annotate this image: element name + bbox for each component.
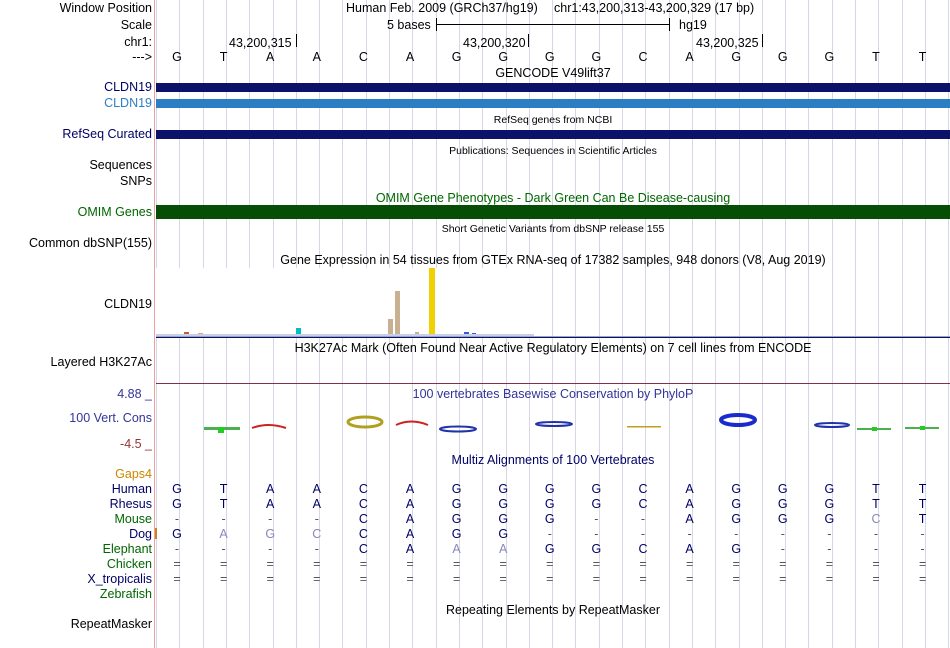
alignment-base: = [313, 557, 321, 571]
cldn19-track-label-2[interactable]: CLDN19 [104, 96, 152, 110]
alignment-base: C [358, 512, 368, 526]
alignment-base: - [920, 542, 925, 556]
alignment-base: = [313, 572, 321, 586]
base-letter: G [172, 50, 182, 64]
snps-label[interactable]: SNPs [120, 174, 152, 188]
cldn19-track-label-1[interactable]: CLDN19 [104, 80, 152, 94]
alignment-base: = [359, 572, 368, 586]
alignment-base: G [498, 497, 509, 511]
alignment-base: C [358, 482, 368, 496]
alignment-base: - [314, 512, 319, 526]
alignment-base: A [405, 482, 415, 496]
alignment-base: G [591, 497, 602, 511]
multiz-title: Multiz Alignments of 100 Vertebrates [451, 453, 655, 467]
alignment-base: G [172, 527, 182, 541]
alignment-base: A [405, 542, 415, 556]
coord-43200325: 43,200,325 [696, 36, 759, 50]
base-letter: G [498, 50, 509, 64]
base-letter: A [312, 50, 321, 64]
base-letter: T [918, 50, 927, 64]
alignment-base: A [685, 512, 694, 526]
base-letter: G [824, 50, 835, 64]
h3k27ac-track-label[interactable]: Layered H3K27Ac [50, 355, 152, 369]
alignment-base: G [824, 497, 835, 511]
base-letter: T [872, 50, 880, 64]
alignment-base: G [498, 512, 509, 526]
alignment-base: - [827, 542, 832, 556]
gtex-title: Gene Expression in 54 tissues from GTEx RNA-seq of 17382 samples, 948 donors (V8, Aug 2019) [280, 253, 826, 267]
alignment-base: - [594, 512, 599, 526]
sequences-label[interactable]: Sequences [89, 158, 152, 172]
alignment-base: A [405, 527, 415, 541]
position-readout: chr1:43,200,313-43,200,329 (17 bp) [554, 1, 755, 15]
h3k27ac-title: H3K27Ac Mark (Often Found Near Active Regulatory Elements) on 7 cell lines from ENCODE [294, 341, 812, 355]
dbsnp-track-label[interactable]: Common dbSNP(155) [29, 236, 152, 250]
cons-min-label: -4.5 _ [120, 437, 152, 451]
alignment-base: G [777, 512, 788, 526]
alignment-base: C [638, 542, 648, 556]
base-letter: G [451, 50, 462, 64]
repeatmasker-title: Repeating Elements by RepeatMasker [445, 603, 660, 617]
alignment-base: = [825, 572, 834, 586]
coord-tick-3 [762, 34, 763, 47]
species-label-zebrafish[interactable]: Zebrafish [99, 587, 152, 601]
alignment-base: A [405, 512, 415, 526]
alignment-base: = [732, 557, 740, 571]
alignment-base: = [872, 572, 880, 586]
base-letter: C [638, 50, 648, 64]
alignment-base: - [780, 527, 785, 541]
alignment-base: = [732, 572, 740, 586]
strand-label: ---> [132, 50, 152, 64]
phylop-mark-a1 [252, 425, 286, 428]
alignment-base: - [640, 512, 646, 526]
alignment-base: G [591, 482, 602, 496]
alignment-base: G [451, 482, 462, 496]
base-letter: G [731, 50, 742, 64]
alignment-base: G [731, 482, 742, 496]
alignment-base: - [314, 542, 319, 556]
phylop-logo[interactable] [156, 405, 950, 439]
window-position-label: Window Position [59, 1, 152, 15]
scale-text: 5 bases [387, 18, 431, 32]
alignment-base: - [174, 542, 180, 556]
coord-tick-2 [528, 34, 529, 47]
grid-line [948, 0, 949, 648]
alignment-base: = [918, 557, 927, 571]
alignment-base: G [451, 497, 462, 511]
cons-max-label: 4.88 _ [117, 387, 152, 401]
alignment-base: C [638, 482, 648, 496]
alignment-base: - [268, 512, 273, 526]
alignment-base: T [872, 497, 880, 511]
alignment-base: A [312, 497, 321, 511]
alignment-base: G [544, 497, 555, 511]
alignment-base: = [685, 572, 694, 586]
alignment-base: G [777, 482, 788, 496]
species-label-elephant[interactable]: Elephant [102, 542, 152, 556]
alignment-base: C [871, 512, 881, 526]
alignment-base: T [918, 497, 927, 511]
alignment-base: = [872, 557, 880, 571]
h3k27ac-baseline [156, 383, 950, 384]
alignment-base: = [546, 557, 554, 571]
alignment-base: G [172, 497, 182, 511]
alignment-base: G [544, 512, 555, 526]
alignment-base: G [731, 542, 742, 556]
alignment-base: C [358, 542, 368, 556]
alignment-base: - [734, 527, 739, 541]
dbsnp-title: Short Genetic Variants from dbSNP release 155 [441, 223, 665, 235]
alignment-base: - [687, 527, 692, 541]
alignment-base: = [499, 572, 507, 586]
coord-tick-1 [296, 34, 297, 47]
species-label-x_tropicalis[interactable]: X_tropicalis [87, 572, 152, 586]
alignment-base: = [918, 572, 927, 586]
alignment-base: - [547, 527, 552, 541]
base-letter: G [591, 50, 602, 64]
scale-bar-left-tick [436, 18, 437, 31]
alignment-base: T [219, 482, 228, 496]
alignment-base: - [174, 512, 180, 526]
alignment-base: C [638, 497, 648, 511]
alignment-base: G [731, 497, 742, 511]
alignment-base: C [358, 527, 368, 541]
base-letter: A [266, 50, 275, 64]
alignment-base: - [920, 527, 925, 541]
phylop-mark-g3 [721, 415, 755, 425]
alignment-base: A [685, 542, 694, 556]
omim-title: OMIM Gene Phenotypes - Dark Green Can Be Disease-causing [375, 191, 731, 205]
refseq-track-label[interactable]: RefSeq Curated [62, 127, 152, 141]
alignment-base: A [685, 497, 694, 511]
alignment-base: = [452, 572, 461, 586]
alignment-base: = [639, 557, 647, 571]
alignment-base: = [219, 557, 228, 571]
alignment-base: = [406, 572, 414, 586]
refseq-title: RefSeq genes from NCBI [493, 114, 613, 126]
alignment-base: - [221, 512, 226, 526]
gtex-baseline-dark [156, 337, 950, 338]
alignment-base: A [312, 482, 321, 496]
alignment-base: A [685, 482, 694, 496]
alignment-base: T [918, 512, 927, 526]
alignment-base: G [451, 512, 462, 526]
phylop-mark-g1 [440, 427, 476, 432]
alignment-base: A [499, 542, 508, 556]
dog-gap-marker [155, 528, 157, 539]
gtex-plot[interactable] [156, 268, 534, 337]
base-letter: A [405, 50, 415, 64]
phylop-mark-c2 [627, 426, 661, 428]
gtex-tissue-bar[interactable] [395, 291, 400, 336]
alignment-base: = [592, 572, 601, 586]
alignment-base: = [779, 572, 787, 586]
alignment-base: = [406, 557, 414, 571]
gencode-title: GENCODE V49lift37 [495, 66, 611, 80]
scale-label[interactable]: Scale [120, 18, 152, 32]
alignment-base: A [266, 482, 275, 496]
alignment-base: = [592, 557, 601, 571]
phylop-title: 100 vertebrates Basewise Conservation by PhyloP [412, 387, 694, 401]
alignment-base: - [873, 542, 879, 556]
alignment-base: = [266, 557, 274, 571]
alignment-base: A [452, 542, 461, 556]
species-label-mouse[interactable]: Mouse [114, 512, 152, 526]
alignment-base: - [873, 527, 879, 541]
omim-feature[interactable] [156, 205, 950, 219]
phylop-mark-a2 [396, 422, 428, 426]
alignment-base: - [827, 527, 832, 541]
base-letter: G [544, 50, 555, 64]
alignment-base: = [779, 557, 787, 571]
phylop-mark-g2 [536, 422, 572, 426]
alignment-base: = [499, 557, 507, 571]
scale-bar [437, 24, 669, 25]
species-label-human[interactable]: Human [111, 482, 152, 496]
alignment-base: G [824, 482, 835, 496]
coord-43200320: 43,200,320 [463, 36, 526, 50]
gtex-track-label[interactable]: CLDN19 [104, 297, 152, 311]
alignment-base: = [219, 572, 228, 586]
coord-43200315: 43,200,315 [229, 36, 292, 50]
gaps-track-label[interactable]: Gaps4 [115, 467, 152, 481]
alignment-base: G [265, 527, 276, 541]
alignment-base: = [639, 572, 647, 586]
alignment-base: = [546, 572, 554, 586]
alignment-base: T [219, 497, 228, 511]
alignment-base: G [544, 482, 555, 496]
alignment-base: A [266, 497, 275, 511]
alignment-base: G [731, 512, 742, 526]
alignment-base: - [268, 542, 273, 556]
repeatmasker-track-label[interactable]: RepeatMasker [70, 617, 152, 631]
alignment-base: G [451, 527, 462, 541]
alignment-base: G [824, 512, 835, 526]
phylop-mark-t1-peak [218, 427, 224, 433]
scale-bar-right-tick [669, 18, 670, 31]
phylop-mark-t2-peak [872, 427, 877, 431]
assembly-title: Human Feb. 2009 (GRCh37/hg19) [346, 1, 538, 15]
phylop-mark-c [348, 417, 382, 427]
alignment-base: - [221, 542, 226, 556]
alignment-base: T [872, 482, 880, 496]
alignment-base: = [685, 557, 694, 571]
phylop-mark-t3-peak [920, 426, 925, 430]
scale-db: hg19 [679, 18, 707, 32]
base-letter: G [777, 50, 788, 64]
alignment-base: = [173, 572, 181, 586]
base-letter: A [685, 50, 694, 64]
alignment-base: G [172, 482, 182, 496]
alignment-base: = [266, 572, 274, 586]
base-letter: T [219, 50, 228, 64]
species-label-dog[interactable]: Dog [129, 527, 152, 541]
alignment-base: = [452, 557, 461, 571]
refseq-feature[interactable] [156, 130, 950, 139]
alignment-base: A [219, 527, 228, 541]
species-label-rhesus[interactable]: Rhesus [109, 497, 152, 511]
alignment-base: = [825, 557, 834, 571]
gtex-tissue-bar[interactable] [429, 268, 435, 336]
alignment-base: A [405, 497, 415, 511]
base-letter: C [358, 50, 368, 64]
chrom-label: chr1: [124, 35, 152, 49]
cldn19-gencode-feature-dark[interactable] [156, 83, 950, 92]
cons-track-label[interactable]: 100 Vert. Cons [69, 411, 152, 425]
alignment-base: C [312, 527, 322, 541]
alignment-base: T [918, 482, 927, 496]
alignment-base: G [498, 482, 509, 496]
alignment-base: - [640, 527, 646, 541]
alignment-base: G [544, 542, 555, 556]
alignment-base: = [173, 557, 181, 571]
alignment-base: - [594, 527, 599, 541]
alignment-base: = [359, 557, 368, 571]
species-label-chicken[interactable]: Chicken [106, 557, 152, 571]
phylop-mark-g4 [815, 423, 849, 427]
alignment-base: - [780, 542, 785, 556]
alignment-base: G [498, 527, 509, 541]
alignment-base: G [777, 497, 788, 511]
alignment-base: G [591, 542, 602, 556]
publications-title: Publications: Sequences in Scientific Articles [449, 145, 657, 157]
omim-track-label[interactable]: OMIM Genes [77, 205, 152, 219]
alignment-base: C [358, 497, 368, 511]
cldn19-gencode-feature-light[interactable] [156, 99, 950, 108]
